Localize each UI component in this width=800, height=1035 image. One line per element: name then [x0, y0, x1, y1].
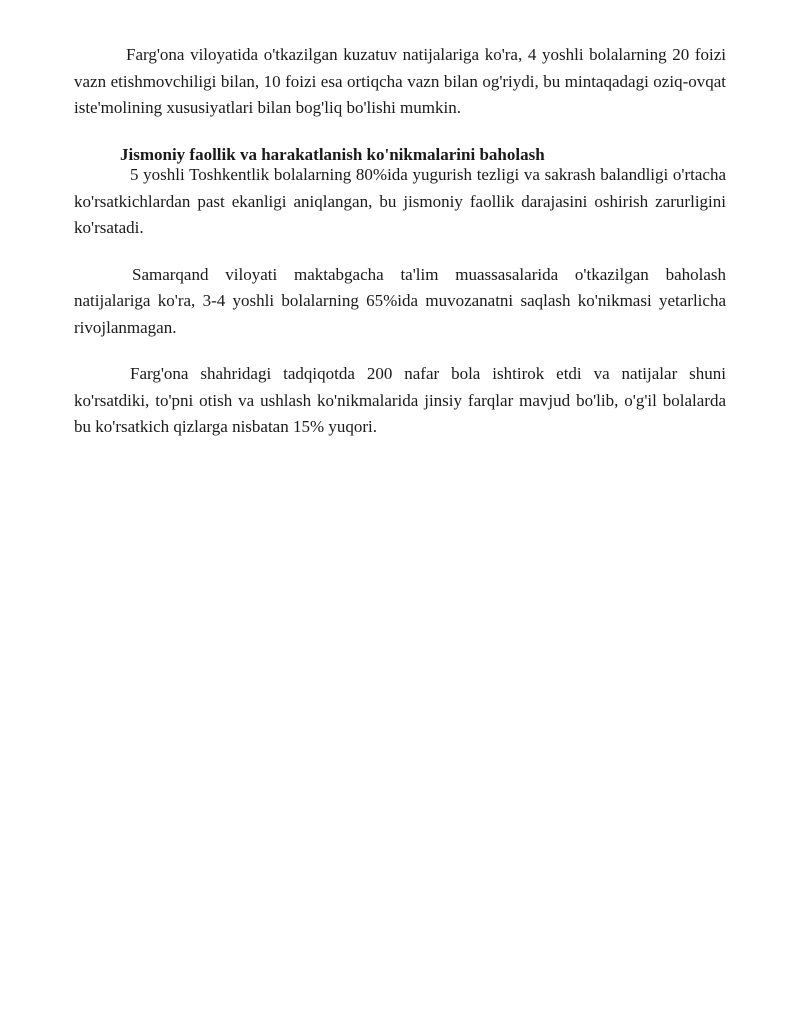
- spacer: [74, 242, 726, 262]
- paragraph-tashkent-running: 5 yoshli Toshkentlik bolalarning 80%ida yugurish tezligi va sakrash balandligi o'rtacha ko'rsatkichlardan past ekanligi aniqlangan, bu jismoniy faollik darajasini oshirish zarurligini ko'rsatadi.: [74, 165, 726, 237]
- paragraph-nutrition-fergana: Farg'ona viloyatida o'tkazilgan kuzatuv natijalariga ko'ra, 4 yoshli bolalarning 20 foizi vazn etishmovchiligi bilan, 10 foizi esa ortiqcha vazn bilan og'riydi, bu mintaqadagi oziq-ovqat iste'molining xususiyatlari bilan bog'liq bo'lishi mumkin.: [74, 45, 726, 117]
- spacer: [74, 122, 726, 142]
- paragraph-fergana-ball-skills: Farg'ona shahridagi tadqiqotda 200 nafar bola ishtirok etdi va natijalar shuni ko'rsatdiki, to'pni otish va ushlash ko'nikmalarida jinsiy farqlar mavjud bo'lib, o'g'il bolalarda bu ko'rsatkich qizlarga nisbatan 15% yuqori.: [74, 364, 726, 436]
- spacer: [74, 341, 726, 361]
- paragraph-samarkand-balance: Samarqand viloyati maktabgacha ta'lim muassasalarida o'tkazilgan baholash natijalariga ko'ra, 3-4 yoshli bolalarning 65%ida muvozanatni saqlash ko'nikmasi yetarlicha rivojlanmagan.: [74, 264, 726, 337]
- document-page: [74, 42, 726, 441]
- section-heading: Jismoniy faollik va harakatlanish ko'nikmalarini baholash: [120, 144, 545, 164]
